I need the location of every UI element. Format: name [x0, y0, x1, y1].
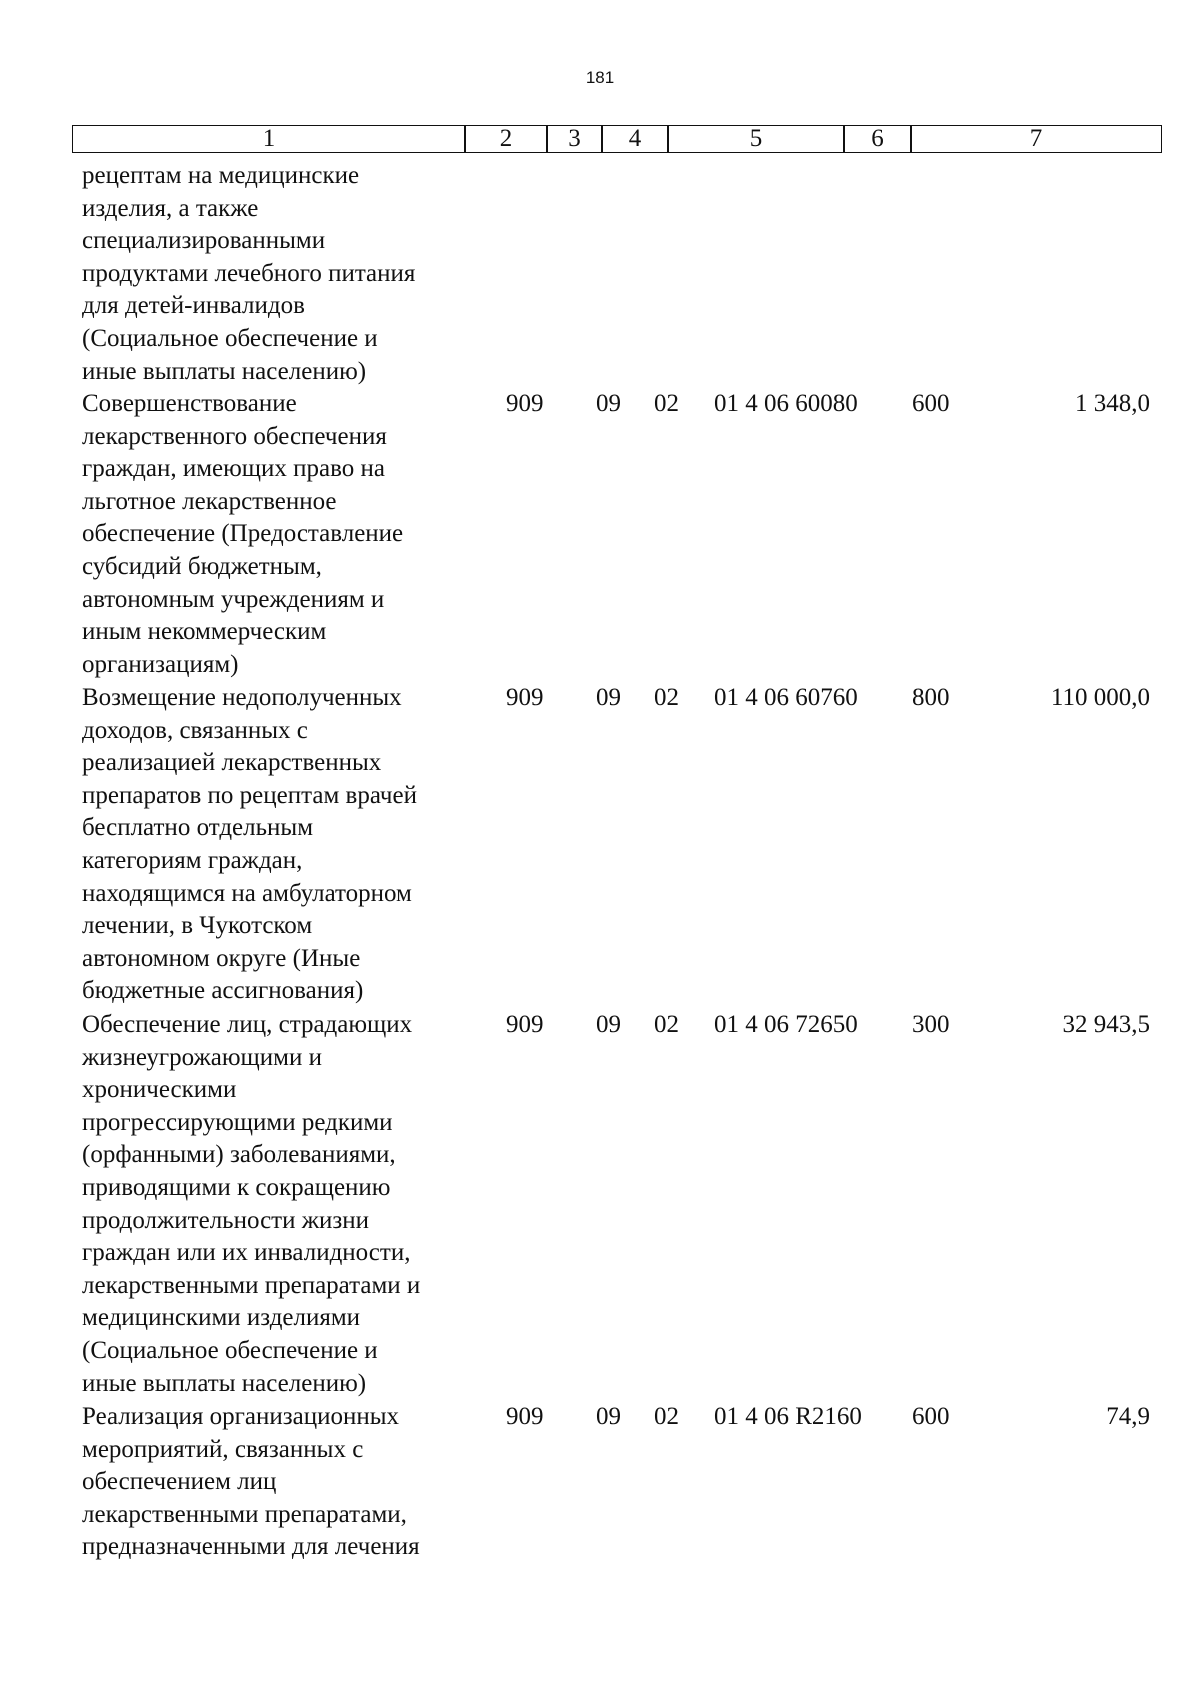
row-col-6: 800 — [912, 684, 950, 711]
row-description: Совершенствование лекарственного обеспечения граждан, имеющих право на льготное лекарственное обеспечение (Предоставление субсидий бюджетным, автономным учреждениям и иным некоммерческим организациям) — [82, 390, 404, 678]
row-col-5: 01 4 06 60080 — [714, 390, 858, 417]
column-header-2: 2 — [464, 125, 548, 153]
row-col-5: 01 4 06 72650 — [714, 1011, 858, 1038]
row-col-2: 909 — [506, 1011, 544, 1038]
column-header-5: 5 — [667, 125, 845, 153]
row-description: Реализация организационных мероприятий, связанных с обеспечением лиц лекарственными препаратами, предназначенными для лечения — [82, 1403, 420, 1561]
row-col-6: 600 — [912, 390, 950, 417]
row-col-7: 1 348,0 — [1075, 390, 1150, 417]
row-col-6: 300 — [912, 1011, 950, 1038]
row-col-3: 09 — [596, 1011, 621, 1038]
row-col-2: 909 — [506, 390, 544, 417]
row-col-7: 32 943,5 — [1062, 1011, 1150, 1038]
row-col-6: 600 — [912, 1403, 950, 1430]
column-header-3: 3 — [546, 125, 603, 153]
row-col-5: 01 4 06 60760 — [714, 684, 858, 711]
column-header-6: 6 — [843, 125, 912, 153]
row-col-2: 909 — [506, 684, 544, 711]
row-col-4: 02 — [654, 390, 679, 417]
row-col-5: 01 4 06 R2160 — [714, 1403, 862, 1430]
row-col-4: 02 — [654, 1011, 679, 1038]
row-description: рецептам на медицинские изделия, а также специализированными продуктами лечебного питания для детей-инвалидов (Социальное обеспечение и иные выплаты населению) — [82, 162, 416, 385]
column-header-7: 7 — [910, 125, 1162, 153]
row-col-7: 110 000,0 — [1050, 684, 1150, 711]
row-description: Возмещение недополученных доходов, связанных с реализацией лекарственных препаратов по рецептам врачей бесплатно отдельным категориям граждан, находящимся на амбулаторном лечении, в Чукотском автономном округе (Иные бюджетные ассигнования) — [82, 684, 417, 1005]
row-col-3: 09 — [596, 390, 621, 417]
column-header-1: 1 — [72, 125, 466, 153]
page-number: 181 — [585, 68, 615, 87]
row-col-7: 74,9 — [1106, 1403, 1150, 1430]
row-col-4: 02 — [654, 1403, 679, 1430]
row-col-4: 02 — [654, 684, 679, 711]
row-col-2: 909 — [506, 1403, 544, 1430]
table-header — [72, 125, 1162, 155]
row-description: Обеспечение лиц, страдающих жизнеугрожающими и хроническими прогрессирующими редкими (орфанными) заболеваниями, приводящими к сокращению продолжительности жизни граждан или их инвалидности, лекарственными препаратами и медицинскими изделиями (Социальное обеспечение и иные выплаты населению) — [82, 1011, 421, 1397]
row-col-3: 09 — [596, 684, 621, 711]
row-col-3: 09 — [596, 1403, 621, 1430]
column-header-4: 4 — [601, 125, 669, 153]
